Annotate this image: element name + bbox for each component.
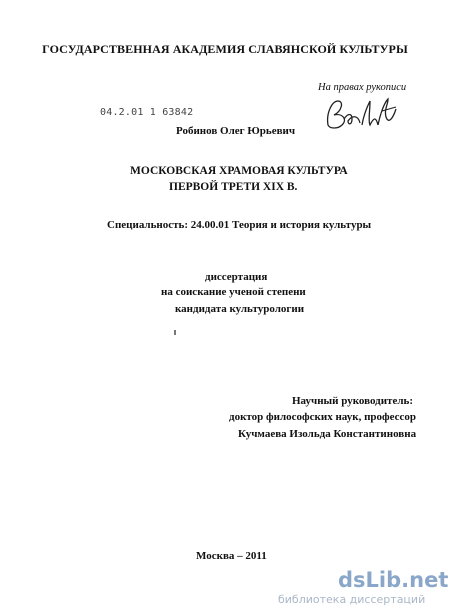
- degree-name: кандидата культурологии: [175, 303, 305, 315]
- supervisor-degree: доктор философских наук, профессор: [229, 411, 417, 423]
- city-year: Москва – 2011: [196, 550, 267, 562]
- manuscript-rights-note: На правах рукописи: [318, 82, 407, 93]
- title-line-1: МОСКОВСКАЯ ХРАМОВАЯ КУЛЬТУРА: [130, 165, 348, 177]
- archive-stamp-number: 04.2.01 1 63842: [100, 107, 194, 118]
- author-name: Робинов Олег Юрьевич: [176, 125, 296, 137]
- scan-speck: [174, 330, 176, 335]
- watermark: [278, 568, 449, 606]
- watermark-logo: dsLib.net: [338, 568, 449, 592]
- degree-purpose: на соискание ученой степени: [161, 286, 306, 298]
- supervisor-name: Кучмаева Изольда Константиновна: [238, 428, 417, 440]
- specialty-line: Специальность: 24.00.01 Теория и история культуры: [107, 219, 372, 231]
- dissertation-label: диссертация: [205, 271, 268, 283]
- institution-name: ГОСУДАРСТВЕННАЯ АКАДЕМИЯ СЛАВЯНСКОЙ КУЛЬТУРЫ: [42, 42, 408, 56]
- signature-image: [322, 95, 402, 137]
- title-line-2: ПЕРВОЙ ТРЕТИ XIX В.: [169, 181, 298, 193]
- supervisor-label: Научный руководитель:: [292, 395, 413, 407]
- watermark-subtitle: библиотека диссертаций: [278, 593, 426, 606]
